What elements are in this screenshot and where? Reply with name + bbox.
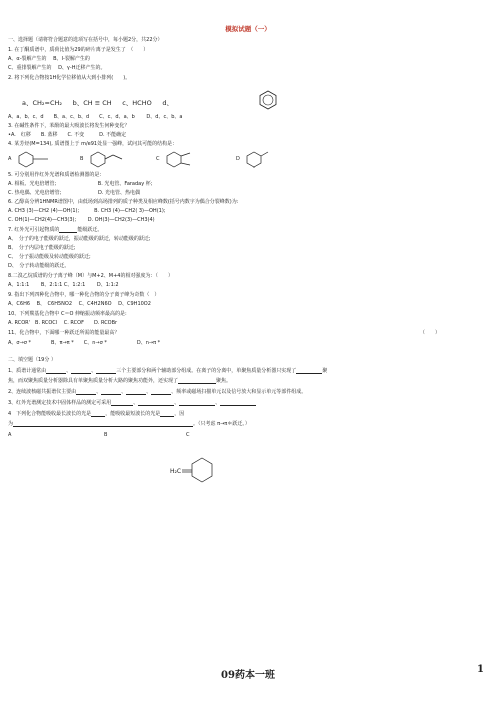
compound-c-structure-icon	[168, 452, 228, 488]
section2-header: 二、填空题（19分 ）	[8, 357, 56, 363]
fill-2-tail: 、频率或磁场扫描单元以及信号放大和显示单元等部件组成。	[171, 389, 307, 395]
structure-a-icon	[16, 150, 56, 168]
answer-blank	[160, 411, 174, 417]
question-7-text: 7. 红外光可引起物质的	[8, 227, 60, 233]
fill-3-sep-3: 、	[215, 400, 221, 406]
question-7-option-c: C、 分子振动能级及转动能级的跃迁;	[8, 254, 91, 260]
question-9: 9. 指出下列四种化合物中，哪一种化合物的分子离子峰为奇数（ ）	[8, 292, 160, 298]
answer-blank	[296, 368, 322, 374]
question-1-options: A、α-裂解产生的 B、I-裂解产生的	[8, 56, 90, 62]
structure-label-d: D	[236, 156, 240, 162]
question-7-tail: 能级跃迁。	[77, 227, 103, 233]
answer-blank	[151, 389, 171, 395]
answer-blank	[46, 368, 66, 374]
question-6-options-1: A. CH3 (3)—CH2 (4)—OH(1); B. CH3 (4)—CH2( 3)—OH(1);	[8, 208, 166, 214]
fill-2-sep: 、	[96, 389, 102, 395]
page-number: 1	[477, 664, 484, 675]
structure-b-icon	[88, 150, 128, 168]
structure-label-b: B	[80, 156, 84, 162]
structure-label-a: A	[8, 156, 12, 162]
answer-blank	[138, 400, 174, 406]
benzene-ring-icon	[258, 90, 278, 110]
fill-2-text: 2、连续波核磁共振谱仪主要由	[8, 389, 77, 395]
question-4: 4. 某芳烃(M=134), 质谱图上于 m/e91处显一强峰，试问其可能的结构是：	[8, 141, 178, 147]
structure-c-icon	[164, 150, 204, 168]
fill-1-sep: 、	[66, 368, 72, 374]
question-5-options-2: C. 热电偶、光电倍增管; D. 光电管、热电偶	[8, 190, 140, 196]
question-1: 1. 在丁酮质谱中，质荷比值为29的碎片离子是发生了 （ ）	[8, 47, 149, 53]
answer-blank	[126, 389, 146, 395]
fill-1b	[8, 378, 231, 384]
question-1-options-2: C、重排裂解产生的 D、γ-H迁移产生的。	[8, 65, 106, 71]
fill-3-sep-2: 、	[174, 400, 180, 406]
question-10: 10、下列羰基化合物中 C＝O 伸缩振动频率最高的是:	[8, 311, 127, 317]
compound-label-a: A	[8, 432, 12, 438]
fill-4	[8, 411, 184, 417]
answer-blank	[91, 411, 105, 417]
answer-blank	[13, 421, 193, 427]
question-9-options: A、C6H6 B、 C6H5NO2 C、C4H2N6O D、C9H10O2	[8, 301, 151, 307]
question-11-paren: （ ）	[420, 330, 441, 336]
question-8: 8.二溴乙烷质谱的分子离子峰（M）与M+2、M+4的相对强度为：（ ）	[8, 273, 173, 279]
question-6-options-2: C. OH(1)—CH2(4)—CH3(3); D. OH(3)—CH2(3)—CH3(4)	[8, 217, 155, 223]
fill-3	[8, 400, 256, 406]
answer-blank	[111, 400, 133, 406]
exam-title: 模拟试题（一）	[225, 25, 271, 33]
question-5-options-1: A. 相板、光电倍增管; B. 光电管、Faraday 杯;	[8, 181, 153, 187]
class-footer: 09药本一班	[221, 670, 275, 681]
fill-4b-text: 为	[8, 421, 14, 427]
answer-blank	[96, 368, 116, 374]
fill-4b-tail: 。（只考虑 π→π＊跃迁。）	[193, 421, 250, 427]
structure-d-icon	[244, 150, 284, 168]
fill-4-tail: ，因	[174, 411, 185, 417]
question-3: 3. 在碱性条件下，苯酚的最大吸波长将发生何种变化？	[8, 123, 130, 129]
question-4-structures	[8, 150, 488, 170]
fill-4-text: 4 下列化合物能吸收最长波长的光是	[8, 411, 92, 417]
answer-blank	[71, 368, 91, 374]
compound-label-b: B	[104, 432, 108, 438]
svg-text:H₂C: H₂C	[170, 468, 182, 475]
fill-1-text: 1、质谱计通常由	[8, 368, 47, 374]
formula-d: d、	[162, 99, 173, 107]
question-11: 11、化合物中，下面哪一种跃迁所需的能量最高？	[8, 330, 120, 336]
fill-1-tail: 三个主要部分和两个辅助部分组成。在离子的分离中，单聚焦质量分析器只实现了	[116, 368, 297, 374]
question-2-formulas	[22, 98, 175, 107]
fill-2	[8, 389, 306, 395]
fill-2-sep-2: 、	[121, 389, 127, 395]
question-7-option-b: B、 分子内层电子能级的跃迁;	[8, 245, 76, 251]
formula-a: a、CH₂=CH₂	[22, 99, 62, 107]
question-7-option-d: D、 分子转动能级的跃迁。	[8, 263, 70, 269]
answer-blank	[59, 227, 77, 233]
question-3-options-text: A. 红移 B. 蓝移 C. 不变 D. 不能确定	[10, 132, 127, 138]
fill-2-sep-3: 、	[146, 389, 152, 395]
fill-1-sep-2: 、	[91, 368, 97, 374]
formula-b: b、CH ≡ CH	[72, 99, 112, 107]
fill-1b-text: 焦，而双聚焦质量分析器除具有单聚焦质量分析大路的聚焦功能外，还实现了	[8, 378, 179, 384]
fill-3-sep: 、	[133, 400, 139, 406]
question-3-options: •A. 红移 B. 蓝移 C. 不变 D. 不能确定	[8, 132, 127, 138]
answer-blank	[220, 400, 256, 406]
answer-blank	[178, 378, 216, 384]
formula-c: c、HCHO	[122, 99, 152, 107]
fill-4-mid: ，能吸收最短波长的光是	[105, 411, 161, 417]
fill-1-end: 聚	[322, 368, 328, 374]
answer-blank	[76, 389, 96, 395]
question-11-options: A、σ→σ * B、π→π * C、n→σ * D、n→π *	[8, 340, 161, 346]
question-6: 6. 乙醇高分辨1HNMR谱图中，由低场到高场排列的质子种类及相应峰数(括号内数字为偶合分裂峰数)为:	[8, 199, 239, 205]
structure-label-c: C	[156, 156, 160, 162]
question-7-option-a: A、 分子的电子能级的跃迁，振动能级的跃迁，转动能级的跃迁;	[8, 236, 151, 242]
answer-blank	[179, 400, 215, 406]
question-2: 2. 将下列化合物按1H化学位移值从大到小排列( )。	[8, 75, 131, 81]
fill-4b	[8, 421, 250, 427]
question-8-options: A、1:1:1 B、2:1:1 C、1:2:1 D、1:1:2	[8, 282, 119, 288]
fill-1b-end: 聚焦。	[216, 378, 232, 384]
question-2-options: A、a、b、c、d B、a、c、b、d C、c、d、a、b D、d、c、b、a	[8, 114, 183, 120]
question-7	[8, 227, 102, 233]
question-10-options: A. RCOR' B. RCOCl C. RCOF D. RCOBr	[8, 320, 118, 326]
answer-blank	[101, 389, 121, 395]
question-5: 5. 可分别用作红外光谱和质谱检测器的是：	[8, 172, 105, 178]
fill-3-text: 3、红外光谱测定技术中固体样品的测定可采用	[8, 400, 112, 406]
fill-1	[8, 368, 327, 374]
compound-label-c: C	[186, 432, 190, 438]
section1-header: 一、选择题（请将符合题意的选项写在括号中，每小题2分，共22分）	[8, 37, 163, 43]
